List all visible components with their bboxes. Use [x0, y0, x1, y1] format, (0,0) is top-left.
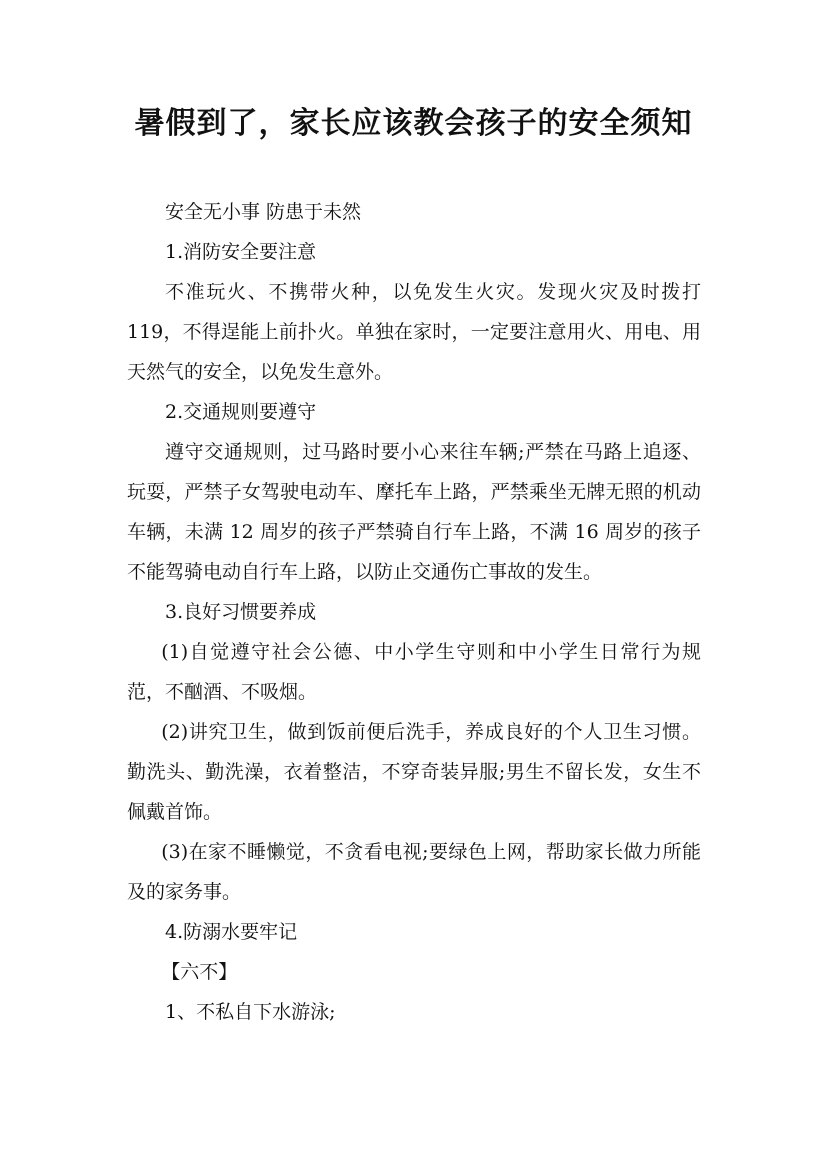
- section-heading-good-habits: 3.良好习惯要养成: [165, 601, 317, 623]
- section-heading-traffic-rules: 2.交通规则要遵守: [165, 401, 317, 423]
- six-dont-heading: 【六不】: [161, 961, 238, 983]
- section-heading-fire-safety: 1.消防安全要注意: [165, 241, 317, 263]
- fire-safety-paragraph: 不准玩火、不携带火种，以免发生火灾。发现火灾及时拨打 119，不得逞能上前扑火。单独在家时，一定要注意用火、用电、用天然气的安全，以免发生意外。: [127, 281, 701, 383]
- section-heading-drowning-prevention: 4.防溺水要牢记: [165, 921, 298, 943]
- document-body: [127, 192, 701, 1032]
- good-habits-item-1: (1)自觉遵守社会公德、中小学生守则和中小学生日常行为规范，不酗酒、不吸烟。: [127, 641, 701, 703]
- good-habits-item-3: (3)在家不睡懒觉，不贪看电视;要绿色上网，帮助家长做力所能及的家务事。: [127, 841, 701, 903]
- good-habits-item-2: (2)讲究卫生，做到饭前便后洗手，养成良好的个人卫生习惯。勤洗头、勤洗澡，衣着整洁，不穿奇装异服;男生不留长发，女生不佩戴首饰。: [127, 721, 701, 823]
- traffic-rules-paragraph: 遵守交通规则，过马路时要小心来往车辆;严禁在马路上追逐、玩耍，严禁子女驾驶电动车、摩托车上路，严禁乘坐无牌无照的机动车辆，未满 12 周岁的孩子严禁骑自行车上路，不满 16 周岁的孩子不能驾骑电动自行车上路，以防止交通伤亡事故的发生。: [127, 441, 701, 583]
- six-dont-item-1: 1、不私自下水游泳;: [165, 1001, 336, 1023]
- slogan-paragraph: 安全无小事 防患于未然: [165, 201, 362, 223]
- document-title: 暑假到了，家长应该教会孩子的安全须知: [134, 106, 693, 141]
